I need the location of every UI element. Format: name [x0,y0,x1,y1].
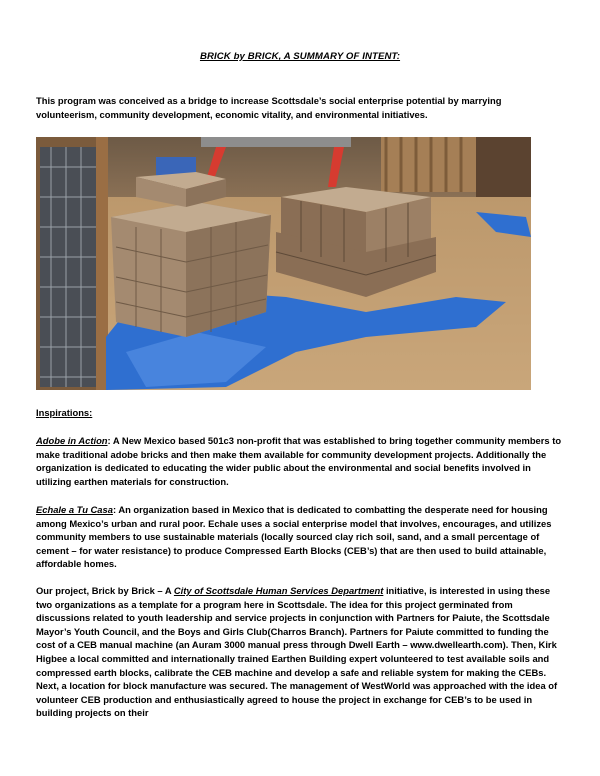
left-block-stack [111,202,271,337]
department-name: City of Scottsdale Human Services Department [173,585,384,596]
metal-gate [36,137,108,390]
project-lead: Our project, Brick by Brick – A [36,585,174,596]
adobe-in-action-name: Adobe in Action [36,435,108,446]
adobe-in-action-paragraph [36,434,564,488]
project-paragraph [36,584,564,720]
wooden-pallets [381,137,531,197]
document-title: BRICK by BRICK, A SUMMARY OF INTENT: [199,51,401,62]
project-text: initiative, is interested in using these two organizations as a template for a program here in Scottsdale. The idea for this project germinated from discussions related to youth leadership and service projects in conjunction with Partners for Paiute, the Scottsdale Mayor’s Youth Council, and the Boys and Girls Club(Charros Branch). Partners for Paiute committed to funding the cost of a CEB manual machine (an Auram 3000 manual press through Dwell Earth – www.dwellearth.com). Then, Kirk Higbee a local committed and internationally trained Earthen Building expert volunteered to test available soils and compressed earth blocks, calibrate the CEB machine and develop a safe and reliable system for making the CEBs. Next, a location for block manufacture was secured. The management of WestWorld was approached with the idea of volunteer CEB production and enthusiastically agreed to house the project in exchange for CEB’s to be used in building projects on their [36,585,558,719]
adobe-in-action-text: : A New Mexico based 501c3 non-profit that was established to bring together community members to make traditional adobe bricks and then make them available for community development projects. Additionally the organization is dedicated to educating the wider public about the environmental and social benefits involved in utilizing earthen materials for construction. [36,435,562,487]
inspirations-heading: Inspirations: [36,407,93,418]
earth-blocks-photo [36,137,531,390]
intro-paragraph: This program was conceived as a bridge to increase Scottsdale’s social enterprise potential by marrying volunteerism, community development, economic vitality, and environmental initiatives. [36,95,502,120]
echale-text: : An organization based in Mexico that is dedicated to combatting the desperate need for housing among Mexico’s urban and rural poor. Echale uses a social enterprise model that involves, encourages, and utilizes community members to use sustainable materials (locally sourced clay rich soil, sand, and a small percentage of cement – for water resistance) to produce Compressed Earth Blocks (CEB’s) that are then used to build attainable, affordable homes. [36,504,552,570]
echale-name: Echale a Tu Casa [36,504,113,515]
echale-paragraph [36,503,564,571]
